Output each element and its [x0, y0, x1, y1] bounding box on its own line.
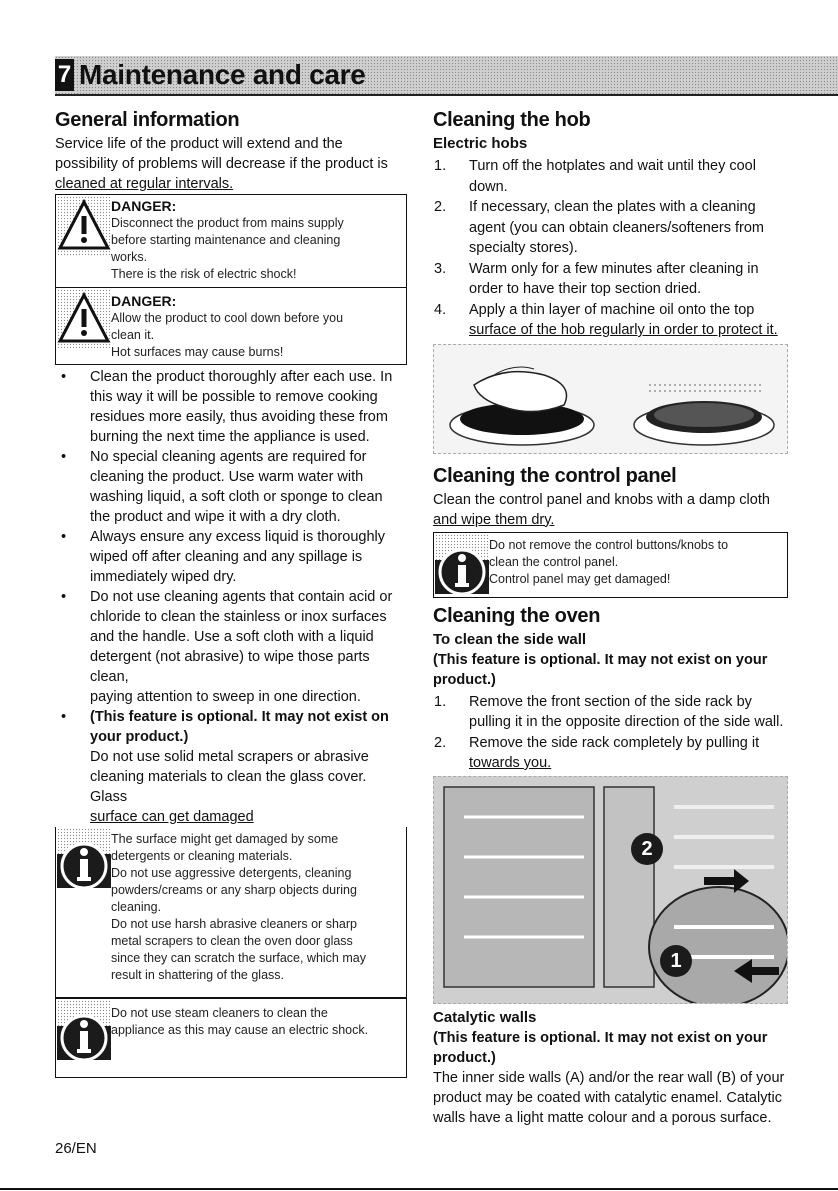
info-line: Do not use harsh abrasive cleaners or sharp: [111, 917, 357, 931]
bullet-dot: •: [61, 589, 67, 605]
step-badge-2: 2: [631, 833, 663, 865]
hob-subtitle: Electric hobs: [433, 135, 528, 152]
step-line: towards you.: [469, 755, 552, 771]
hob-drawing: [434, 345, 788, 453]
bullet-dot: •: [61, 449, 67, 465]
danger-line: Hot surfaces may cause burns!: [111, 345, 284, 359]
general-intro-line: Service life of the product will extend and the: [55, 136, 343, 152]
bullet-line: Do not use solid metal scrapers or abrasive: [90, 749, 369, 765]
cleaning-bullets: [55, 367, 407, 827]
bullet-line: Always ensure any excess liquid is thoroughly: [90, 529, 385, 545]
danger-box: [55, 288, 407, 365]
bullet-line: cleaning materials to clean the glass cover. Glass: [90, 769, 367, 805]
info-box: [55, 998, 407, 1078]
step-number: 3.: [434, 260, 447, 277]
panel-intro-line: Clean the control panel and knobs with a damp cloth: [433, 491, 770, 508]
bullet-dot: •: [61, 369, 67, 385]
right-column: [433, 108, 788, 1128]
step-line: order to have their top section dried.: [469, 281, 702, 297]
info-icon: [57, 828, 111, 888]
danger-line: before starting maintenance and cleaning: [111, 233, 341, 247]
bullet-dot: •: [61, 529, 67, 545]
list-item: [433, 692, 788, 733]
danger-line: clean it.: [111, 328, 155, 342]
danger-heading: DANGER:: [111, 293, 177, 309]
bullet-line: cleaning the product. Use warm water with: [90, 469, 364, 485]
bullet-line: wiped off after cleaning and any spillage is: [90, 549, 363, 565]
info-line: metal scrapers to clean the oven door glass: [111, 934, 353, 948]
chapter-header: [55, 56, 838, 96]
danger-line: works.: [111, 250, 148, 264]
bullet-line: paying attention to sweep in one direction.: [90, 689, 361, 705]
info-icon: [435, 534, 489, 594]
danger-line: Disconnect the product from mains supply: [111, 216, 344, 230]
bullet-line: Clean the product thoroughly after each use. In: [90, 369, 393, 385]
list-item: [433, 197, 788, 259]
catalytic-subtitle: Catalytic walls: [433, 1008, 537, 1026]
catalytic-text: product may be coated with catalytic enamel. Catalytic: [433, 1089, 782, 1106]
step-line: If necessary, clean the plates with a cleaning: [469, 199, 756, 215]
list-item: [55, 527, 407, 587]
optional-note: (This feature is optional. It may not exist on: [90, 709, 389, 725]
step-number: 2.: [434, 199, 447, 215]
bullet-line: detergent (not abrasive) to wipe those parts clean,: [90, 649, 370, 685]
info-line: detergents or cleaning materials.: [111, 849, 293, 863]
general-info-title: General information: [55, 109, 240, 131]
warning-triangle-icon: [57, 289, 111, 349]
info-line: since they can scratch the surface, which may: [111, 951, 366, 965]
bullet-line: surface can get damaged: [90, 809, 254, 825]
step-number: 1.: [434, 693, 447, 710]
hob-illustration: [433, 344, 788, 454]
info-line: Do not remove the control buttons/knobs to: [489, 537, 729, 552]
info-line: appliance as this may cause an electric shock.: [111, 1023, 369, 1037]
step-line: specialty stores).: [469, 240, 578, 256]
bullet-line: No special cleaning agents are required for: [90, 449, 367, 465]
danger-box: [55, 194, 407, 288]
danger-line: Allow the product to cool down before you: [111, 311, 344, 325]
general-intro-line: possibility of problems will decrease if the product is: [55, 156, 388, 172]
info-line: result in shattering of the glass.: [111, 968, 285, 982]
list-item: [55, 707, 407, 827]
bullet-line: immediately wiped dry.: [90, 569, 237, 585]
info-line: Do not use aggressive detergents, cleaning: [111, 866, 352, 880]
bullet-line: and the handle. Use a soft cloth with a liquid: [90, 629, 374, 645]
info-line: Do not use steam cleaners to clean the: [111, 1006, 328, 1020]
step-number: 1.: [434, 158, 447, 174]
step-line: pulling it in the opposite direction of the side wall.: [469, 714, 784, 730]
info-box: [433, 532, 788, 598]
hob-section-title: Cleaning the hob: [433, 109, 591, 131]
panel-intro-line: and wipe them dry.: [433, 511, 555, 528]
danger-heading: DANGER:: [111, 198, 177, 214]
info-line: Control panel may get damaged!: [489, 571, 671, 586]
step-line: surface of the hob regularly in order to protect it.: [469, 322, 778, 338]
list-item: [55, 447, 407, 527]
bullet-line: residues more easily, thus avoiding these from: [90, 409, 388, 425]
step-badge-1: 1: [660, 945, 692, 977]
bullet-line: burning the next time the appliance is used.: [90, 429, 370, 445]
bullet-line: Do not use cleaning agents that contain acid or: [90, 589, 393, 605]
oven-drawing: [434, 777, 788, 1003]
step-line: Warm only for a few minutes after cleaning in: [469, 260, 759, 277]
info-line: powders/creams or any sharp objects during: [111, 883, 357, 897]
catalytic-text: walls have a light matte colour and a porous surface.: [433, 1109, 772, 1126]
info-line: clean the control panel.: [489, 554, 619, 569]
info-box: [55, 827, 407, 998]
bullet-line: this way it will be possible to remove cooking: [90, 389, 378, 405]
oven-rack-illustration: [433, 776, 788, 1004]
bottom-divider: [0, 1188, 838, 1190]
bullet-line: chloride to clean the stainless or inox surfaces: [90, 609, 387, 625]
chapter-number: 7: [55, 59, 74, 91]
list-item: [433, 156, 788, 197]
bullet-dot: •: [61, 709, 67, 725]
left-column: [55, 108, 407, 1078]
bullet-line: the product and wipe it with a dry cloth.: [90, 509, 341, 525]
step-line: down.: [469, 178, 508, 195]
page-number: 26/EN: [55, 1140, 97, 1157]
catalytic-text: The inner side walls (A) and/or the rear wall (B) of your: [433, 1069, 785, 1086]
optional-note: your product.): [90, 729, 189, 745]
oven-section-title: Cleaning the oven: [433, 604, 601, 627]
info-icon: [57, 1000, 111, 1060]
chapter-title: Maintenance and care: [79, 59, 366, 90]
list-item: [55, 367, 407, 447]
list-item: [433, 300, 788, 341]
step-line: Remove the front section of the side rack by: [469, 693, 752, 710]
warning-triangle-icon: [57, 196, 111, 256]
step-line: Apply a thin layer of machine oil onto the top: [469, 301, 755, 318]
list-item: [433, 733, 788, 774]
step-line: agent (you can obtain cleaners/softeners from: [469, 219, 764, 236]
side-wall-steps: [433, 692, 788, 774]
bullet-line: washing liquid, a soft cloth or sponge to clean: [90, 489, 383, 505]
list-item: [55, 587, 407, 707]
list-item: [433, 259, 788, 300]
optional-note: product.): [433, 671, 496, 688]
general-intro-line: cleaned at regular intervals.: [55, 176, 234, 192]
step-line: Remove the side rack completely by pulling it: [469, 734, 760, 751]
step-number: 2.: [434, 734, 447, 751]
optional-note: product.): [433, 1049, 496, 1066]
hob-steps: [433, 156, 788, 341]
danger-line: There is the risk of electric shock!: [111, 267, 297, 281]
info-line: cleaning.: [111, 900, 162, 914]
control-panel-title: Cleaning the control panel: [433, 464, 677, 487]
side-wall-subtitle: To clean the side wall: [433, 630, 587, 648]
info-line: The surface might get damaged by some: [111, 832, 339, 846]
step-number: 4.: [434, 301, 447, 318]
optional-note: (This feature is optional. It may not exist on your: [433, 1029, 768, 1046]
step-line: Turn off the hotplates and wait until they cool: [469, 158, 756, 174]
optional-note: (This feature is optional. It may not exist on your: [433, 651, 768, 668]
